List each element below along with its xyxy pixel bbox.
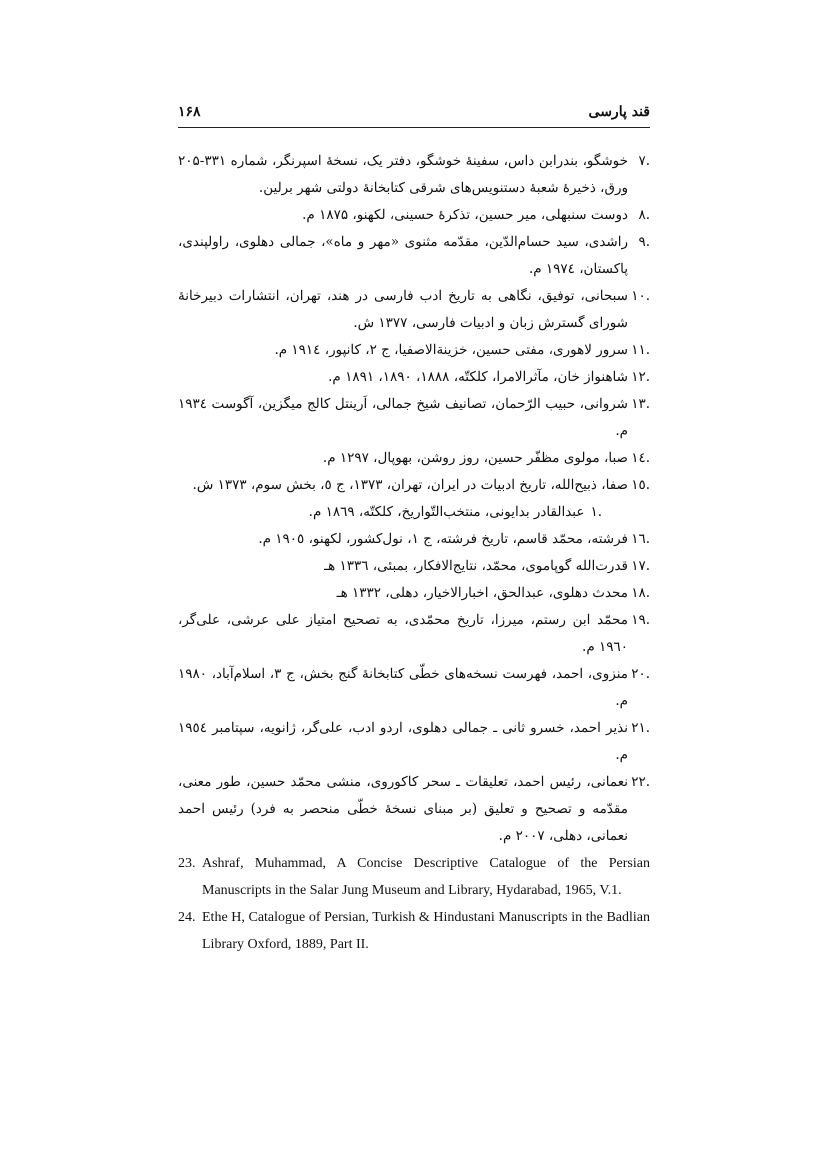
reference-item bbox=[178, 850, 650, 904]
journal-title: قند پارسی bbox=[588, 104, 650, 120]
reference-number: .۱۷ bbox=[631, 558, 650, 574]
reference-text: محمّد ابن رستم، میرزا، تاریخ محمّدی، به تصحیح امتیاز علی عرشی، علی‌گر، ۱۹٦۰ م. bbox=[178, 612, 628, 655]
reference-text: صبا، مولوی مظفّر حسین، روز روشن، بهوپال، ۱۲۹۷ م. bbox=[322, 450, 628, 466]
reference-number: 23. bbox=[178, 856, 196, 871]
reference-item bbox=[178, 202, 650, 229]
reference-item bbox=[178, 445, 650, 472]
reference-number: 24. bbox=[178, 910, 196, 925]
reference-item bbox=[178, 607, 650, 661]
reference-text: نعمانی، رئیس احمد، تعلیقات ـ سحر کاکوروی، منشی محمّد حسین، طور معنی، مقدّمه و تصحیح و تعلیق (بر مبنای نسخهٔ خطّی منحصر به فرد) رئیس احمد نعمانی، دهلی، ۲۰۰۷ م. bbox=[178, 774, 628, 844]
reference-text: Ethe H, Catalogue of Persian, Turkish & Hindustani Manuscripts in the Badlian Library Oxford, 1889, Part II. bbox=[202, 910, 650, 952]
page-number: ۱۶۸ bbox=[178, 104, 201, 120]
reference-number: .۲۰ bbox=[631, 666, 650, 682]
reference-number: .۱۲ bbox=[631, 369, 650, 385]
reference-text: Ashraf, Muhammad, A Concise Descriptive Catalogue of the Persian Manuscripts in the Salar Jung Museum and Library, Hydarabad, 1965, V.1. bbox=[202, 856, 650, 898]
reference-number: .۱۳ bbox=[631, 396, 650, 412]
reference-number: .۱۹ bbox=[631, 612, 650, 628]
reference-item bbox=[178, 499, 650, 526]
reference-item bbox=[178, 364, 650, 391]
reference-item bbox=[178, 337, 650, 364]
reference-text: فرشته، محمّد قاسم، تاریخ فرشته، ج ۱، نول‌کشور، لکهنو، ۱۹۰٥ م. bbox=[258, 531, 628, 547]
reference-text: سبحانی، توفیق، نگاهی به تاریخ ادب فارسی در هند، تهران، انتشارات دبیرخانهٔ شورای گسترش زبان و ادبیات فارسی، ۱۳۷۷ ش. bbox=[178, 288, 628, 331]
reference-text: سرور لاهوری، مفتی حسین، خزینةالاصفیا، ج ۲، کانپور، ۱۹۱٤ م. bbox=[274, 342, 628, 358]
reference-item bbox=[178, 553, 650, 580]
reference-item bbox=[178, 904, 650, 958]
reference-item bbox=[178, 580, 650, 607]
reference-item bbox=[178, 526, 650, 553]
reference-text: نذیر احمد، خسرو ثانی ـ جمالی دهلوی، اردو ادب، علی‌گر، ژانویه، سپتامبر ۱۹٥٤ م. bbox=[178, 720, 628, 763]
reference-text: منزوی، احمد، فهرست نسخه‌های خطّی کتابخانهٔ گنج بخش، ج ۳، اسلام‌آباد، ۱۹۸۰ م. bbox=[178, 666, 629, 709]
reference-number: .۹ bbox=[638, 234, 650, 250]
reference-text: صفا، ذبیح‌الله، تاریخ ادبیات در ایران، تهران، ۱۳۷۳، ج ٥، بخش سوم، ۱۳۷۳ ش. bbox=[192, 477, 628, 493]
reference-item bbox=[178, 472, 650, 499]
reference-text: محدث دهلوی، عبدالحق، اخبارالاخیار، دهلی، ۱۳۳۲ هـ bbox=[336, 585, 628, 601]
reference-number: .۲۱ bbox=[631, 720, 650, 736]
reference-number: .۱۰ bbox=[631, 288, 650, 304]
reference-number: .۸ bbox=[638, 207, 650, 223]
reference-number: .۲۲ bbox=[631, 774, 650, 790]
reference-item bbox=[178, 391, 650, 445]
running-header bbox=[178, 100, 650, 128]
reference-number: .۱٤ bbox=[631, 450, 650, 466]
reference-text: عبدالقادر بدایونی، منتخب‌التّواریخ، کلکتّه، ۱۸٦۹ م. bbox=[308, 504, 585, 520]
reference-number: .۱۱ bbox=[631, 342, 650, 358]
reference-text: راشدی، سید حسام‌الدّین، مقدّمه مثنوی «مهر و ماه»، جمالی دهلوی، راولپندی، پاکستان، ۱۹۷٤ م. bbox=[178, 234, 628, 277]
reference-text: شاهنواز خان، مآثرالامرا، کلکتّه، ۱۸۸۸، ۱۸۹۰، ۱۸۹۱ م. bbox=[328, 369, 628, 385]
reference-number: .۱ bbox=[590, 504, 602, 520]
reference-text: قدرت‌الله گوپاموی، محمّد، نتایج‌الافکار، بمبئی، ۱۳۳٦ هـ bbox=[324, 558, 628, 574]
reference-item bbox=[178, 229, 650, 283]
reference-text: دوست سنبهلی، میر حسین، تذکرهٔ حسینی، لکهنو، ۱۸۷۵ م. bbox=[302, 207, 628, 223]
reference-number: .۱٥ bbox=[631, 477, 650, 493]
reference-item bbox=[178, 148, 650, 202]
reference-number: .۱۸ bbox=[631, 585, 650, 601]
reference-number: .۱٦ bbox=[631, 531, 650, 547]
header-divider bbox=[178, 127, 650, 128]
reference-number: .۷ bbox=[638, 153, 650, 169]
reference-text: شروانی، حبیب الرّحمان، تصانیف شیخ جمالی، اَرینتل کالج میگزین، آگوست ۱۹۳٤ م. bbox=[178, 396, 628, 439]
reference-text: خوشگو، بندرابن داس، سفینهٔ خوشگو، دفتر یک، نسخهٔ اسپرنگر، شماره ۳۳۱-۲۰۵ ورق، ذخیرهٔ شعبهٔ دستنویس‌های شرقی کتابخانهٔ دولتی شهر برلین. bbox=[178, 153, 628, 196]
reference-item bbox=[178, 769, 650, 850]
reference-item bbox=[178, 283, 650, 337]
reference-item bbox=[178, 661, 650, 715]
reference-list bbox=[178, 148, 650, 958]
reference-item bbox=[178, 715, 650, 769]
